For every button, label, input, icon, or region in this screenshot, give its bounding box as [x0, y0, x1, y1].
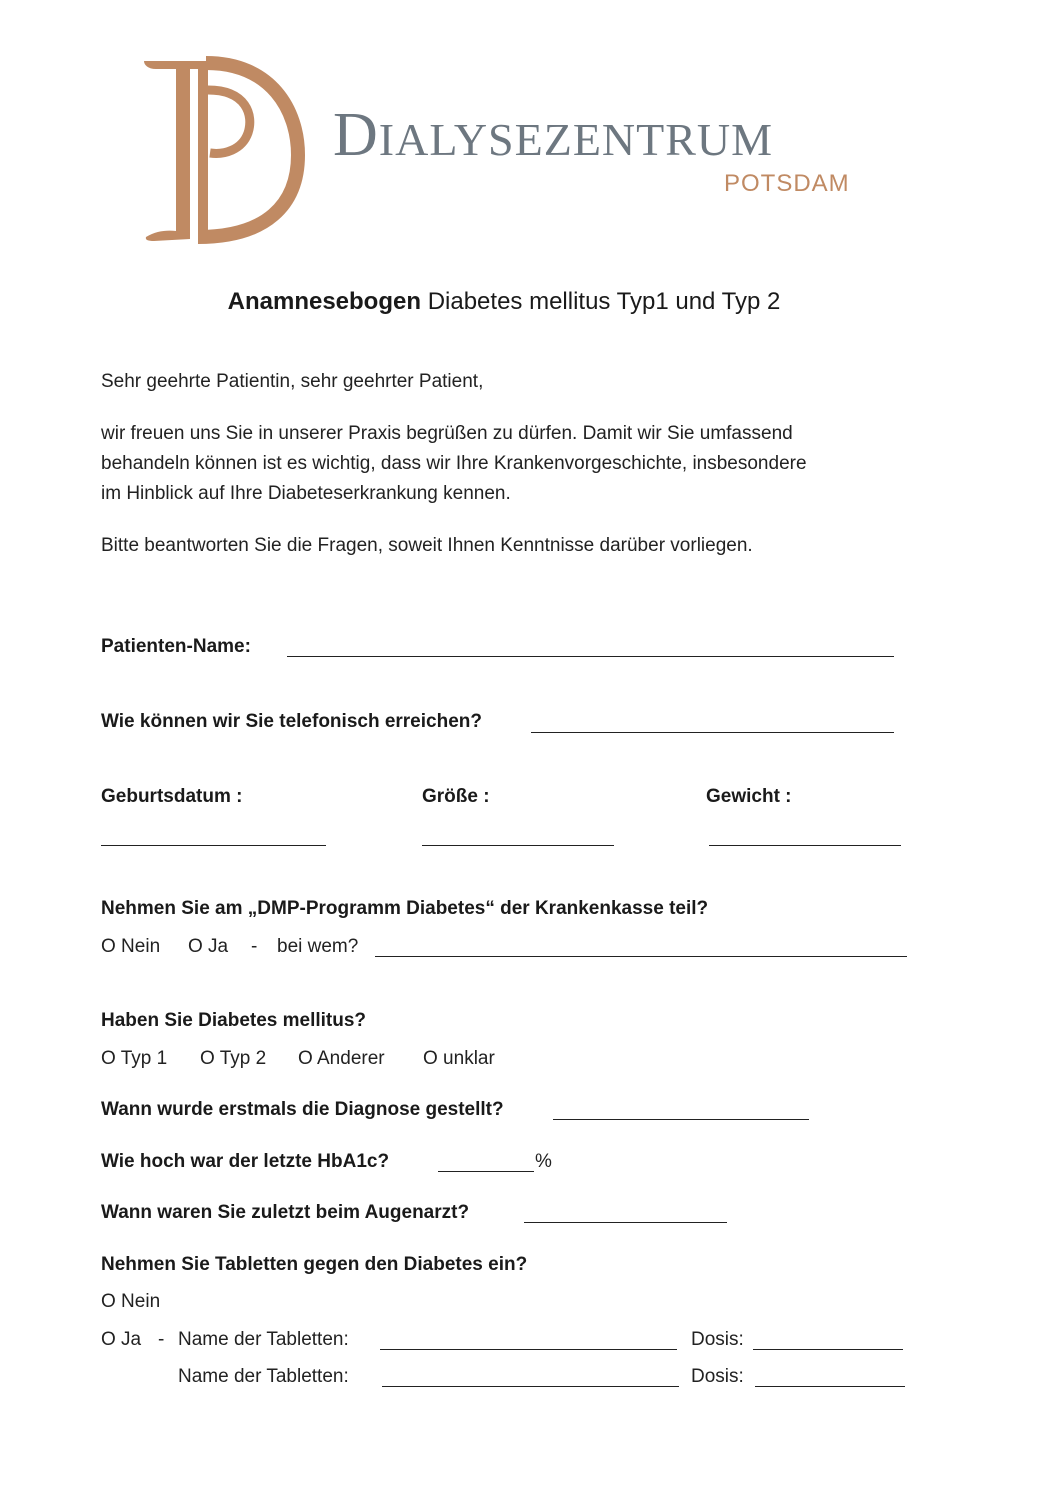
dp-monogram-logo-icon: [136, 55, 306, 245]
diagnosis-field[interactable]: [553, 1119, 809, 1120]
brand-city: POTSDAM: [724, 170, 850, 197]
eye-doctor-field[interactable]: [524, 1222, 727, 1223]
tablets-option-nein[interactable]: O Nein: [101, 1291, 161, 1312]
tablet-name-label-1: Name der Tabletten:: [178, 1329, 349, 1350]
weight-field[interactable]: [709, 845, 901, 846]
tablet-dose-label-2: Dosis:: [691, 1366, 744, 1387]
tablet-dose-label-1: Dosis:: [691, 1329, 744, 1350]
title-bold: Anamnesebogen: [227, 288, 422, 315]
phone-label: Wie können wir Sie telefonisch erreichen?: [101, 711, 482, 732]
diabetes-option-unklar[interactable]: O unklar: [423, 1048, 495, 1069]
greeting: Sehr geehrte Patientin, sehr geehrter Patient,: [101, 371, 484, 392]
dmp-dash: -: [251, 936, 258, 957]
brand-name: [333, 100, 773, 171]
dmp-provider-field[interactable]: [375, 956, 907, 957]
hba1c-unit: %: [535, 1151, 552, 1172]
hba1c-question: Wie hoch war der letzte HbA1c?: [101, 1151, 390, 1172]
dmp-option-ja[interactable]: O Ja: [188, 936, 229, 957]
patient-name-field[interactable]: [287, 656, 894, 657]
diabetes-question: Haben Sie Diabetes mellitus?: [101, 1010, 367, 1031]
dmp-option-nein[interactable]: O Nein: [101, 936, 161, 957]
height-field[interactable]: [422, 845, 614, 846]
tablets-dash: -: [158, 1329, 165, 1350]
intro-line-2: behandeln können ist es wichtig, dass wir Ihre Krankenvorgeschichte, insbesondere: [101, 453, 807, 474]
brand-initial: D: [333, 101, 379, 169]
intro-line-1: wir freuen uns Sie in unserer Praxis begrüßen zu dürfen. Damit wir Sie umfassend: [101, 423, 793, 444]
tablet-name-label-2: Name der Tabletten:: [178, 1366, 349, 1387]
tablet-dose-field-2[interactable]: [755, 1386, 905, 1387]
patient-name-label: Patienten-Name:: [101, 636, 251, 657]
weight-label: Gewicht :: [706, 786, 792, 807]
eye-doctor-question: Wann waren Sie zuletzt beim Augenarzt?: [101, 1202, 470, 1223]
hba1c-field[interactable]: [438, 1171, 534, 1172]
dmp-question: Nehmen Sie am „DMP-Programm Diabetes“ der Krankenkasse teil?: [101, 898, 709, 919]
tablet-dose-field-1[interactable]: [753, 1349, 903, 1350]
intro-line-3: im Hinblick auf Ihre Diabeteserkrankung kennen.: [101, 483, 511, 504]
birthdate-field[interactable]: [101, 845, 326, 846]
birthdate-label: Geburtsdatum :: [101, 786, 243, 807]
diagnosis-question: Wann wurde erstmals die Diagnose gestellt?: [101, 1099, 504, 1120]
title-rest: Diabetes mellitus Typ1 und Typ 2: [427, 288, 781, 315]
diabetes-option-typ2[interactable]: O Typ 2: [200, 1048, 267, 1069]
tablet-name-field-1[interactable]: [380, 1349, 677, 1350]
instruction: Bitte beantworten Sie die Fragen, soweit Ihnen Kenntnisse darüber vorliegen.: [101, 535, 753, 556]
height-label: Größe :: [422, 786, 490, 807]
tablet-name-field-2[interactable]: [382, 1386, 679, 1387]
diabetes-option-anderer[interactable]: O Anderer: [298, 1048, 385, 1069]
diabetes-option-typ1[interactable]: O Typ 1: [101, 1048, 168, 1069]
brand-rest: IALYSEZENTRUM: [378, 114, 774, 165]
dmp-bei-wem-label: bei wem?: [277, 936, 359, 957]
tablets-option-ja[interactable]: O Ja: [101, 1329, 142, 1350]
tablets-question: Nehmen Sie Tabletten gegen den Diabetes ein?: [101, 1254, 528, 1275]
phone-field[interactable]: [531, 732, 894, 733]
page-title: [0, 288, 1008, 316]
